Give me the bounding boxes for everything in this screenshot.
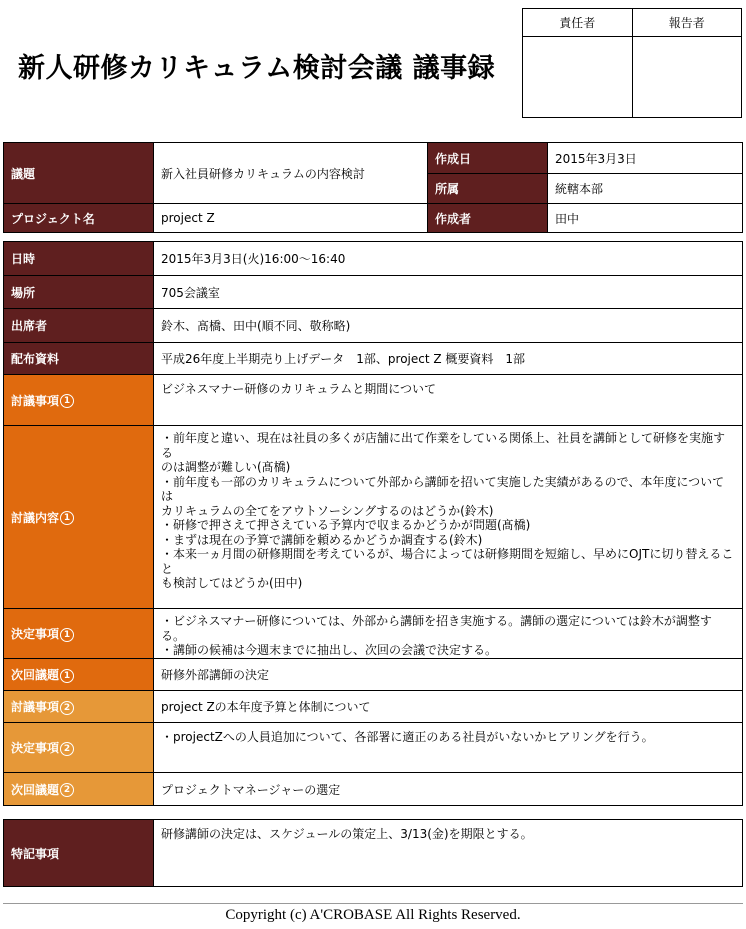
discussion-line: ・本来一ヵ月間の研修期間を考えているが、場合によっては研修期間を短縮し、早めにOJTに切り替えること [161, 547, 734, 576]
topic1-value: ビジネスマナー研修のカリキュラムと期間について [154, 375, 743, 426]
discussion-line: ・まずは現在の予算で講師を頼めるかどうか調査する(鈴木) [161, 532, 483, 547]
created-label: 作成日 [428, 143, 548, 174]
number-circle-icon: 2 [60, 742, 74, 756]
decision1-value [154, 609, 743, 659]
responsible-stamp-box [523, 37, 633, 118]
decision2-value: ・projectZへの人員追加について、各部署に適正のある社員がいないかヒアリングを行う。 [154, 723, 743, 773]
project-label: プロジェクト名 [4, 204, 154, 233]
materials-value: 平成26年度上半期売り上げデータ 1部、project Z 概要資料 1部 [154, 343, 743, 375]
project-value: project Z [154, 204, 428, 233]
discussion1-value [154, 426, 743, 609]
number-circle-icon: 1 [60, 511, 74, 525]
next2-label-cell [4, 773, 154, 806]
next2-value: プロジェクトマネージャーの選定 [154, 773, 743, 806]
attendees-label: 出席者 [4, 309, 154, 343]
number-circle-icon: 2 [60, 701, 74, 715]
created-value: 2015年3月3日 [548, 143, 743, 174]
next1-label: 次回議題 [11, 668, 60, 682]
decision2-label-cell [4, 723, 154, 773]
datetime-value: 2015年3月3日(火)16:00〜16:40 [154, 242, 743, 276]
datetime-label: 日時 [4, 242, 154, 276]
author-label: 作成者 [428, 204, 548, 233]
decision1-label-cell [4, 609, 154, 659]
meeting-details-table [3, 241, 743, 806]
reporter-stamp-box [632, 37, 742, 118]
subject-value: 新入社員研修カリキュラムの内容検討 [154, 143, 428, 204]
topic1-label: 討議事項 [11, 393, 60, 408]
place-value: 705会議室 [154, 276, 743, 309]
dept-value: 統轄本部 [548, 174, 743, 204]
notes-value: 研修講師の決定は、スケジュールの策定上、3/13(金)を期限とする。 [154, 820, 743, 887]
decision-line: ・ビジネスマナー研修については、外部から講師を招き実施する。講師の選定については鈴木が調整する。 [161, 614, 712, 643]
footer-divider [3, 903, 743, 904]
dept-label: 所属 [428, 174, 548, 204]
discussion-line: のは調整が難しい(髙橋) [161, 460, 291, 474]
subject-label: 議題 [4, 143, 154, 204]
next1-label-cell [4, 659, 154, 691]
discussion-line: カリキュラムの全てをアウトソーシングするのはどうか(鈴木) [161, 503, 494, 518]
header-info-table [3, 142, 743, 233]
topic2-label: 討議事項 [11, 700, 60, 714]
place-label: 場所 [4, 276, 154, 309]
footer-copyright: Copyright (c) A'CROBASE All Rights Reserved. [225, 907, 521, 923]
topic1-label-cell [4, 375, 154, 426]
responsible-header: 責任者 [523, 9, 633, 37]
discussion-line: ・前年度も一部のカリキュラムについて外部から講師を招いて実施した実績があるので、本年度については [161, 474, 725, 503]
page-title: 新人研修カリキュラム検討会議 議事録 [18, 53, 496, 84]
materials-label: 配布資料 [4, 343, 154, 375]
decision-line: ・講師の候補は今週末までに抽出し、次回の会議で決定する。 [161, 643, 498, 657]
discussion-line: も検討してはどうか(田中) [161, 576, 303, 590]
topic2-value: project Zの本年度予算と体制について [154, 691, 743, 723]
author-value: 田中 [548, 204, 743, 233]
notes-table [3, 819, 743, 887]
topic2-label-cell [4, 691, 154, 723]
notes-label: 特記事項 [4, 820, 154, 887]
number-circle-icon: 1 [60, 394, 74, 408]
approval-stamp-table [522, 8, 742, 118]
number-circle-icon: 2 [60, 783, 74, 797]
attendees-value: 鈴木、髙橋、田中(順不同、敬称略) [154, 309, 743, 343]
number-circle-icon: 1 [60, 628, 74, 642]
discussion-line: ・研修で押さえて押さえている予算内で収まるかどうかが問題(髙橋) [161, 518, 531, 532]
decision2-label: 決定事項 [11, 741, 60, 755]
reporter-header: 報告者 [632, 9, 742, 37]
next2-label: 次回議題 [11, 782, 60, 797]
next1-value: 研修外部講師の決定 [154, 659, 743, 691]
discussion1-label-cell [4, 426, 154, 609]
discussion-line: ・前年度と違い、現在は社員の多くが店舗に出て作業をしている関係上、社員を講師として研修を実施する [161, 431, 726, 460]
decision1-label: 決定事項 [11, 627, 60, 641]
discussion1-label: 討議内容 [11, 510, 60, 525]
number-circle-icon: 1 [60, 669, 74, 683]
